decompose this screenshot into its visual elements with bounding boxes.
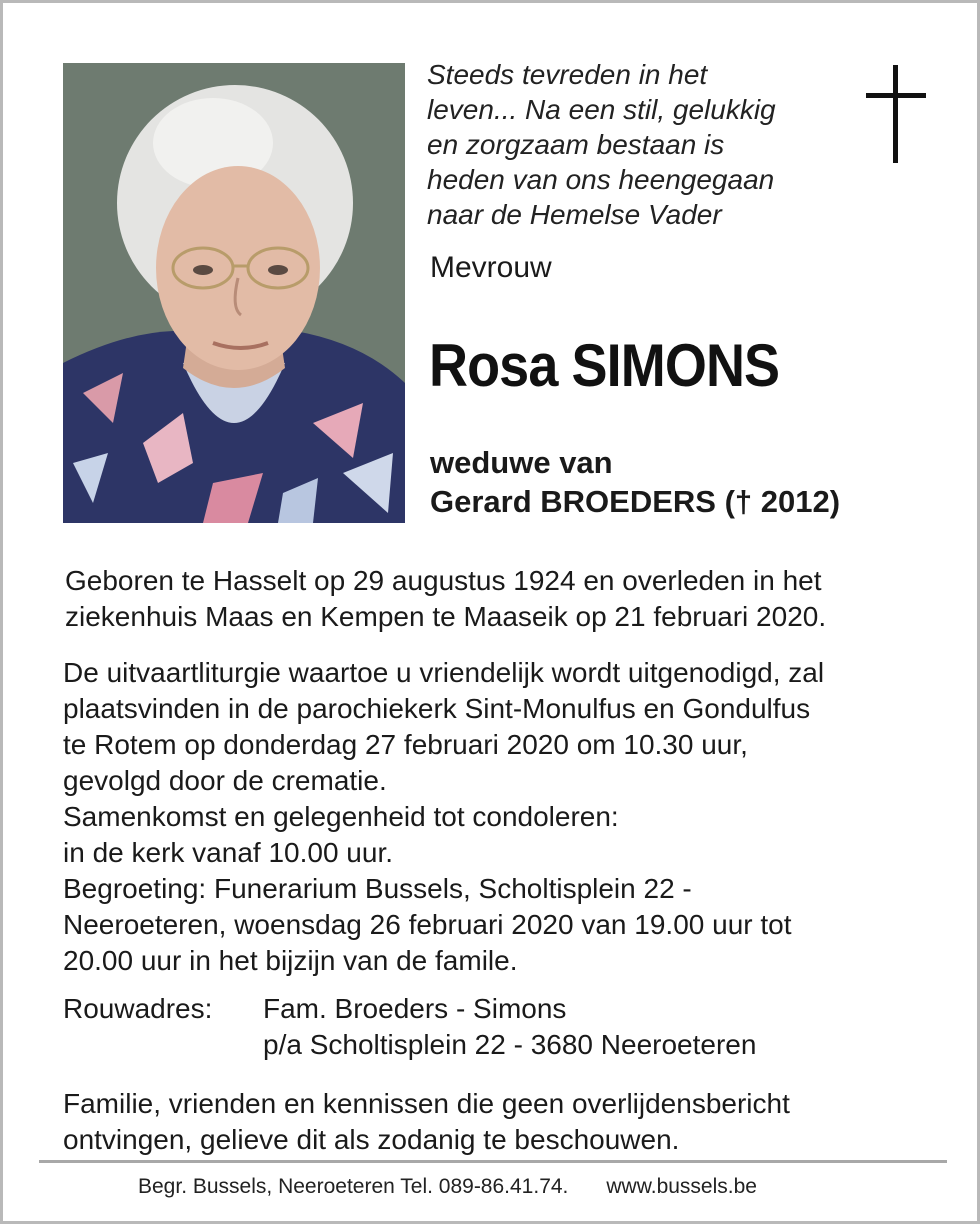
spouse-info	[430, 443, 840, 521]
paragraph-line: 20.00 uur in het bijzijn van de famile.	[63, 945, 518, 976]
paragraph-line: ziekenhuis Maas en Kempen te Maaseik op 21 februari 2020.	[65, 601, 827, 632]
verse-line: leven... Na een stil, gelukkig	[427, 94, 776, 125]
website-link[interactable]: www.bussels.be	[606, 1175, 757, 1198]
verse-line: Steeds tevreden in het	[427, 59, 708, 90]
address-line: Fam. Broeders - Simons	[263, 993, 567, 1024]
funeral-paragraph	[63, 655, 824, 979]
paragraph-line: gevolgd door de crematie.	[63, 765, 387, 796]
verse-line: en zorgzaam bestaan is	[427, 129, 725, 160]
paragraph-line: Samenkomst en gelegenheid tot condoleren:	[63, 801, 619, 832]
paragraph-line: in de kerk vanaf 10.00 uur.	[63, 837, 393, 868]
footer-divider	[39, 1160, 947, 1163]
verse-line: naar de Hemelse Vader	[427, 199, 722, 230]
verse-line: heden van ons heengegaan	[427, 164, 775, 195]
address-label: Rouwadres:	[63, 993, 213, 1024]
portrait-illustration	[63, 63, 405, 523]
family-note	[63, 1086, 790, 1158]
deceased-name: Rosa SIMONS	[429, 332, 780, 399]
paragraph-line: De uitvaartliturgie waartoe u vriendelijk wordt uitgenodigd, zal	[63, 657, 825, 688]
paragraph-line: te Rotem op donderdag 27 februari 2020 om 10.30 uur,	[63, 729, 748, 760]
paragraph-line: Neeroeteren, woensdag 26 februari 2020 van 19.00 uur tot	[63, 909, 792, 940]
paragraph-line: ontvingen, gelieve dit als zodanig te beschouwen.	[63, 1124, 680, 1155]
spouse-line: weduwe van	[430, 445, 613, 480]
spouse-line: Gerard BROEDERS († 2012)	[430, 484, 841, 519]
paragraph-line: Familie, vrienden en kennissen die geen overlijdensbericht	[63, 1088, 790, 1119]
portrait-photo	[63, 63, 405, 523]
funeral-home-contact: Begr. Bussels, Neeroeteren Tel. 089-86.41.74.	[138, 1175, 569, 1198]
footer	[138, 1175, 757, 1199]
memorial-verse	[427, 57, 847, 232]
paragraph-line: Geboren te Hasselt op 29 augustus 1924 en overleden in het	[65, 565, 822, 596]
paragraph-line: Begroeting: Funerarium Bussels, Scholtisplein 22 -	[63, 873, 692, 904]
address-line: p/a Scholtisplein 22 - 3680 Neeroeteren	[263, 1029, 757, 1060]
salutation: Mevrouw	[430, 251, 552, 284]
birth-death-paragraph	[65, 563, 826, 635]
address-lines	[263, 991, 756, 1063]
cross-icon	[866, 65, 926, 163]
paragraph-line: plaatsvinden in de parochiekerk Sint-Monulfus en Gondulfus	[63, 693, 811, 724]
